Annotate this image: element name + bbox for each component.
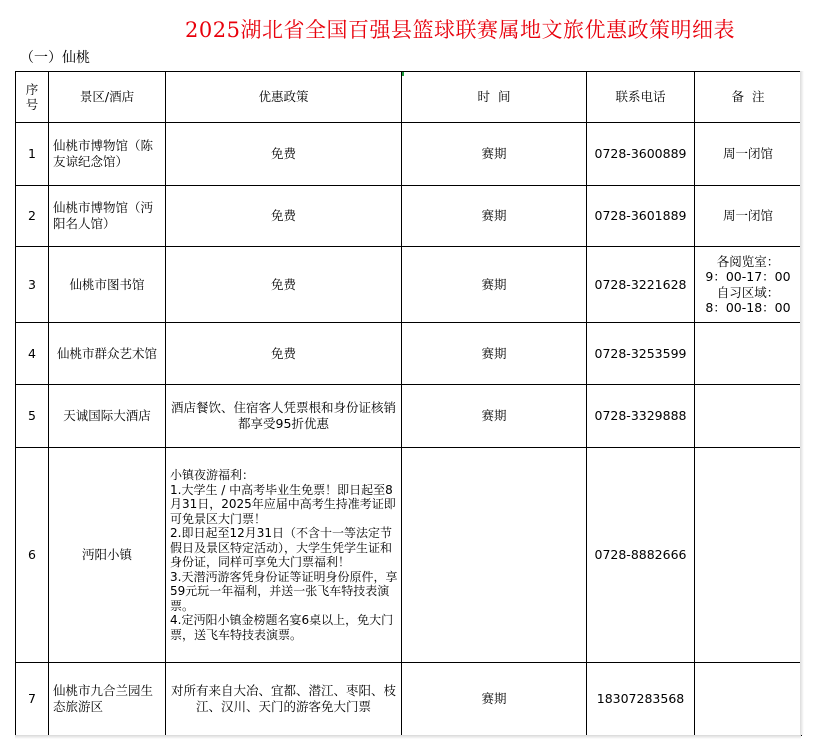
row-time: 赛期 — [402, 385, 587, 448]
row-note — [695, 385, 802, 448]
table-row — [16, 323, 802, 385]
row-note — [695, 323, 802, 385]
row-phone: 0728-3253599 — [587, 323, 695, 385]
row-time — [402, 448, 587, 663]
policy-line: 小镇夜游福利： — [170, 468, 255, 482]
note-line: 9：00-17：00 — [705, 269, 791, 284]
row-venue: 仙桃市图书馆 — [49, 247, 166, 323]
header-phone: 联系电话 — [587, 72, 695, 123]
row-venue: 仙桃市博物馆（陈友谅纪念馆） — [49, 123, 166, 186]
table-row — [16, 247, 802, 323]
row-policy — [166, 448, 402, 663]
row-note: 周一闭馆 — [695, 186, 802, 247]
table-row — [16, 123, 802, 186]
row-note — [695, 247, 802, 323]
policy-line: 3.天潜沔游客凭身份证等证明身份原件，享59元玩一年福利，并送一张飞车特技表演票。 — [170, 569, 398, 613]
policy-line: 4.定沔阳小镇金榜题名宴6桌以上，免大门票，送飞车特技表演票。 — [170, 613, 394, 642]
row-policy: 酒店餐饮、住宿客人凭票根和身份证核销都享受95折优惠 — [166, 385, 402, 448]
row-note: 周一闭馆 — [695, 123, 802, 186]
row-phone: 0728-8882666 — [587, 448, 695, 663]
row-venue: 沔阳小镇 — [49, 448, 166, 663]
header-policy: 优惠政策 — [166, 72, 402, 123]
row-phone: 0728-3600889 — [587, 123, 695, 186]
row-phone: 0728-3221628 — [587, 247, 695, 323]
header-time: 时 间 — [402, 72, 587, 123]
row-policy: 免费 — [166, 123, 402, 186]
row-time: 赛期 — [402, 323, 587, 385]
table-shadow-bottom — [15, 735, 801, 739]
row-index: 1 — [16, 123, 49, 186]
table-row — [16, 385, 802, 448]
row-policy: 对所有来自大冶、宜都、潜江、枣阳、枝江、汉川、天门的游客免大门票 — [166, 663, 402, 736]
policy-table — [15, 71, 802, 736]
row-policy: 免费 — [166, 247, 402, 323]
note-line: 8：00-18：00 — [705, 300, 791, 315]
header-index: 序号 — [16, 72, 49, 123]
table-row — [16, 448, 802, 663]
page-title: 2025湖北省全国百强县篮球联赛属地文旅优惠政策明细表 — [185, 18, 735, 42]
note-line: 自习区域： — [716, 284, 780, 300]
row-venue: 仙桃市博物馆（沔阳名人馆） — [49, 186, 166, 247]
header-note: 备 注 — [695, 72, 802, 123]
row-index: 6 — [16, 448, 49, 663]
note-line: 各阅览室： — [716, 253, 780, 269]
table-shadow-right — [800, 71, 804, 735]
row-time: 赛期 — [402, 186, 587, 247]
row-phone: 0728-3601889 — [587, 186, 695, 247]
row-index: 2 — [16, 186, 49, 247]
section-heading: （一）仙桃 — [20, 50, 90, 66]
policy-line: 2.即日起至12月31日（不含十一等法定节假日及景区特定活动），大学生凭学生证和身份证，同样可享免大门票福利！ — [170, 526, 393, 569]
row-index: 7 — [16, 663, 49, 736]
row-phone: 18307283568 — [587, 663, 695, 736]
row-note — [695, 663, 802, 736]
row-venue: 仙桃市九合兰园生态旅游区 — [49, 663, 166, 736]
row-time: 赛期 — [402, 247, 587, 323]
row-phone: 0728-3329888 — [587, 385, 695, 448]
row-time: 赛期 — [402, 123, 587, 186]
table-row — [16, 186, 802, 247]
row-time: 赛期 — [402, 663, 587, 736]
row-venue: 仙桃市群众艺术馆 — [49, 323, 166, 385]
policy-line: 1.大学生 / 中高考毕业生免票！即日起至8月31日，2025年应届中高考生持准考证即可免景区大门票！ — [170, 482, 396, 526]
row-policy: 免费 — [166, 323, 402, 385]
table-row — [16, 663, 802, 736]
row-venue: 天诚国际大酒店 — [49, 385, 166, 448]
header-row — [16, 72, 802, 123]
row-index: 4 — [16, 323, 49, 385]
row-index: 5 — [16, 385, 49, 448]
header-venue: 景区/酒店 — [49, 72, 166, 123]
row-index: 3 — [16, 247, 49, 323]
row-note — [695, 448, 802, 663]
row-policy: 免费 — [166, 186, 402, 247]
